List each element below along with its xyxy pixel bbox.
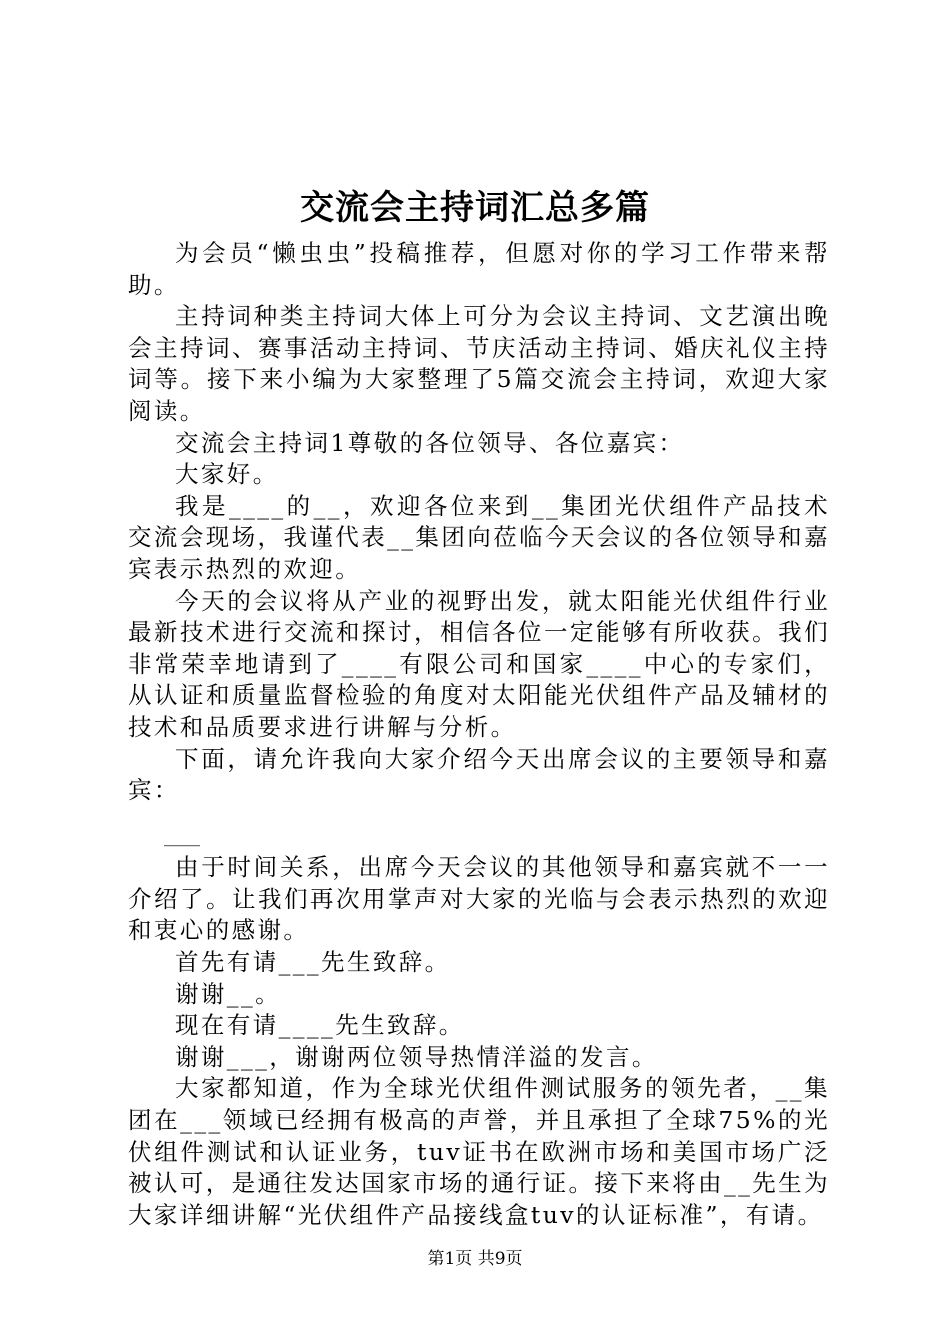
paragraph: 为会员“懒虫虫”投稿推荐，但愿对你的学习工作带来帮助。 — [128, 239, 830, 299]
paragraph: 我是____的__，欢迎各位来到__集团光伏组件产品技术交流会现场，我谨代表__集团向莅临今天会议的各位领导和嘉宾表示热烈的欢迎。 — [128, 491, 830, 583]
page-footer: 第1页 共9页 — [427, 1249, 523, 1269]
paragraph: 交流会主持词1尊敬的各位领导、各位嘉宾： — [175, 428, 685, 457]
document-body — [128, 238, 830, 1231]
paragraph: 今天的会议将从产业的视野出发，就太阳能光伏组件行业最新技术进行交流和探讨，相信各位一定能够有所收获。我们非常荣幸地请到了____有限公司和国家____中心的专家们，从认证和质量监督检验的角度对太阳能光伏组件产品及辅材的技术和品质要求进行讲解与分析。 — [128, 586, 830, 741]
paragraph: 首先有请___先生致辞。 — [175, 948, 451, 977]
guest-list-blank: ____ — [164, 825, 200, 847]
paragraph: 谢谢__。 — [175, 979, 281, 1008]
paragraph: 大家都知道，作为全球光伏组件测试服务的领先者，__集团在___领域已经拥有极高的声誉，并且承担了全球75%的光伏组件测试和认证业务，tuv证书在欧洲市场和美国市场广泛被认可，是通往发达国家市场的通行证。接下来将由__先生为大家详细讲解“光伏组件产品接线盒tuv的认证标准”，有请。 — [128, 1074, 830, 1229]
paragraph: 主持词种类主持词大体上可分为会议主持词、文艺演出晚会主持词、赛事活动主持词、节庆活动主持词、婚庆礼仪主持词等。接下来小编为大家整理了5篇交流会主持词，欢迎大家阅读。 — [128, 302, 830, 425]
paragraph: 谢谢___，谢谢两位领导热情洋溢的发言。 — [175, 1042, 658, 1071]
paragraph: 下面，请允许我向大家介绍今天出席会议的主要领导和嘉宾： — [128, 744, 830, 805]
paragraph: 大家好。 — [175, 460, 279, 489]
paragraph: 由于时间关系，出席今天会议的其他领导和嘉宾就不一一介绍了。让我们再次用掌声对大家的光临与会表示热烈的欢迎和衷心的感谢。 — [128, 853, 830, 945]
document-title: 交流会主持词汇总多篇 — [300, 188, 650, 228]
paragraph: 现在有请____先生致辞。 — [175, 1011, 465, 1040]
